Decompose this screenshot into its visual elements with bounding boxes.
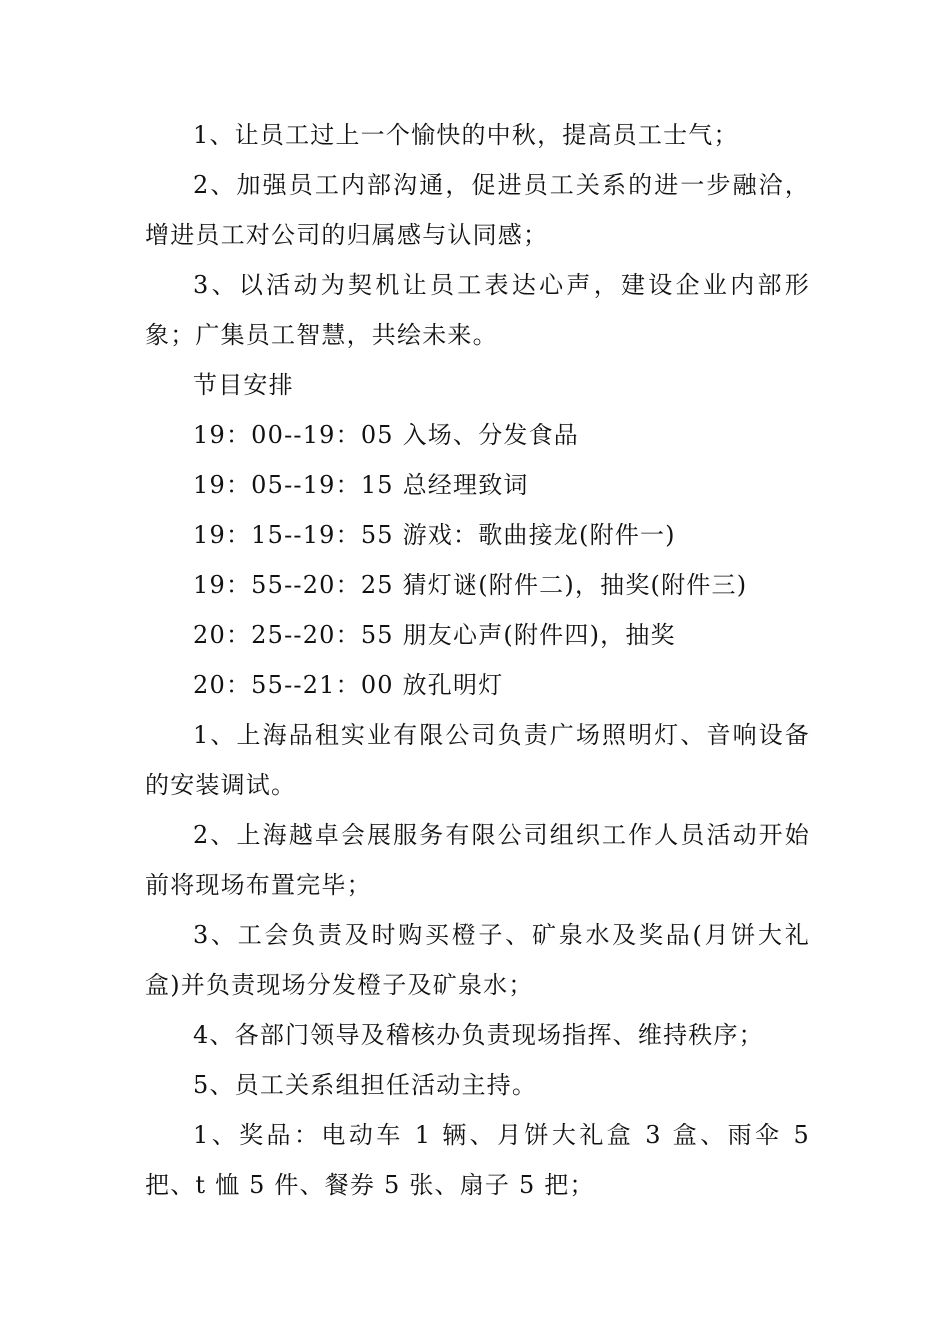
duty-item-5: 5、员工关系组担任活动主持。 [193, 1071, 538, 1099]
schedule-item-3: 19：15--19：55 游戏：歌曲接龙(附件一) [193, 521, 676, 549]
schedule-item-2: 19：05--19：15 总经理致词 [193, 471, 529, 499]
schedule-item-4: 19：55--20：25 猜灯谜(附件二)，抽奖(附件三) [193, 571, 748, 599]
paragraph-goal-1: 1、让员工过上一个愉快的中秋，提高员工士气； [193, 121, 739, 149]
duty-item-2: 2、上海越卓会展服务有限公司组织工作人员活动开始前将现场布置完毕； [145, 821, 810, 899]
duty-item-4: 4、各部门领导及稽核办负责现场指挥、维持秩序； [193, 1021, 764, 1049]
paragraph-goal-2: 2、加强员工内部沟通，促进员工关系的进一步融洽，增进员工对公司的归属感与认同感； [145, 171, 810, 249]
prize-item-1: 1、奖品：电动车 1 辆、月饼大礼盒 3 盒、雨伞 5 把、t 恤 5 件、餐券 5 张、扇子 5 把； [145, 1121, 810, 1199]
schedule-item-5: 20：25--20：55 朋友心声(附件四)，抽奖 [193, 621, 676, 649]
schedule-item-1: 19：00--19：05 入场、分发食品 [193, 421, 580, 449]
document-body [145, 110, 810, 1210]
duty-item-3: 3、工会负责及时购买橙子、矿泉水及奖品(月饼大礼盒)并负责现场分发橙子及矿泉水； [145, 921, 810, 999]
paragraph-goal-3: 3、以活动为契机让员工表达心声，建设企业内部形象；广集员工智慧，共绘未来。 [145, 271, 810, 349]
schedule-item-6: 20：55--21：00 放孔明灯 [193, 671, 504, 699]
section-heading-program: 节目安排 [193, 371, 294, 399]
duty-item-1: 1、上海品租实业有限公司负责广场照明灯、音响设备的安装调试。 [145, 721, 810, 799]
